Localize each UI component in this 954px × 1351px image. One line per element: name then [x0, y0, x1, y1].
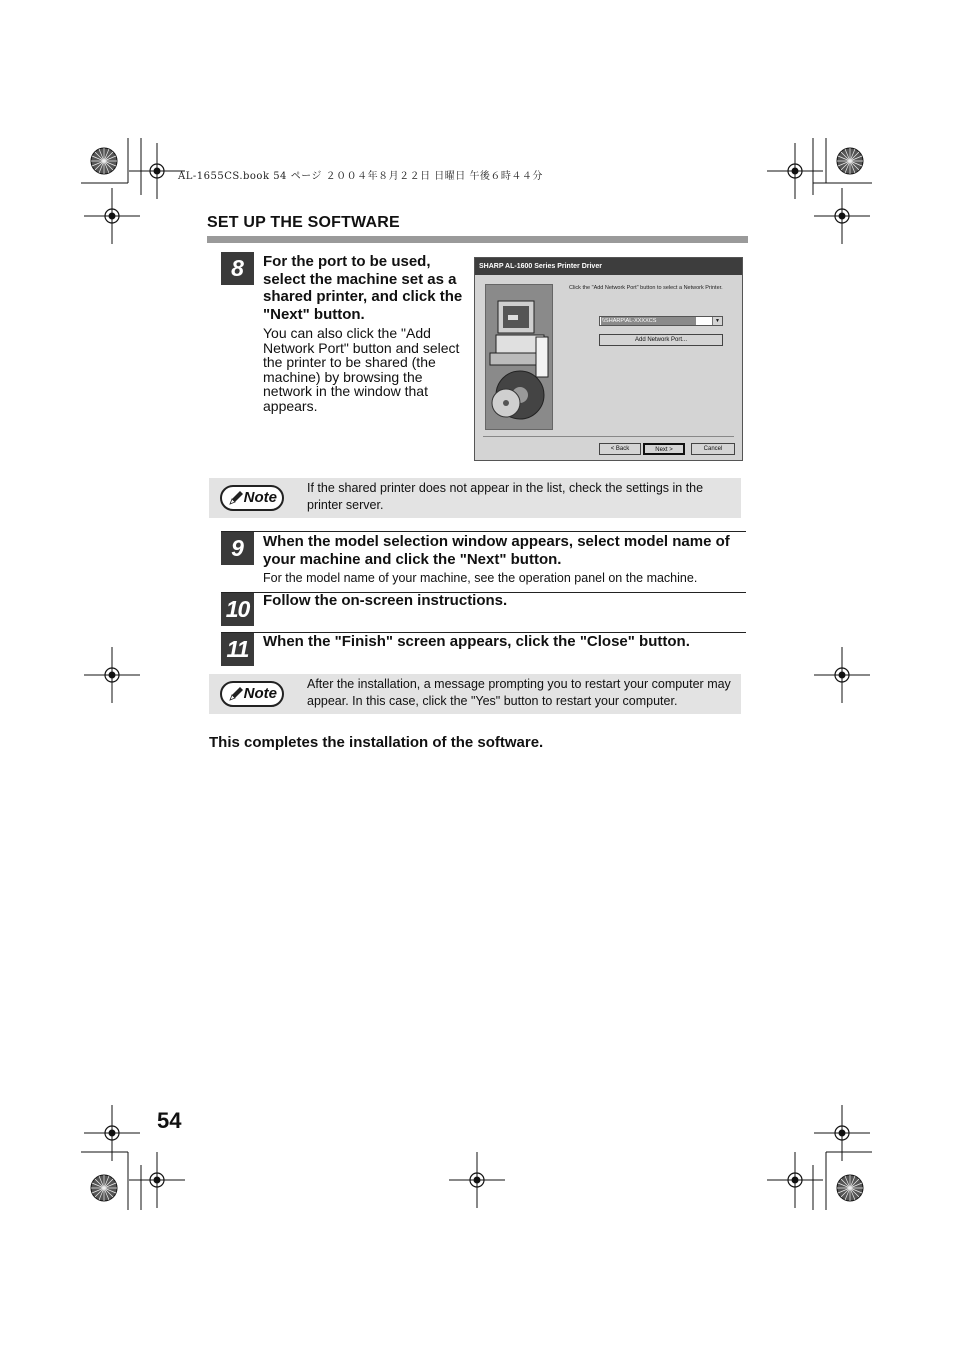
- section-title-bar: [207, 236, 748, 243]
- dialog-separator: [483, 436, 734, 437]
- step-9-instruction: When the model selection window appears, select model name of your machine and click the "Next" button.: [263, 533, 730, 568]
- step-9-detail: For the model name of your machine, see the operation panel on the machine.: [263, 571, 698, 585]
- computer-illustration-icon: [485, 284, 553, 430]
- back-button[interactable]: < Back: [599, 443, 641, 455]
- completion-message: This completes the installation of the software.: [209, 734, 544, 751]
- step-8-instruction: For the port to be used, select the machine set as a shared printer, and click the "Next" button.: [263, 253, 463, 323]
- network-port-select[interactable]: [599, 316, 723, 326]
- note-box: [209, 674, 741, 714]
- step-number-11: 11: [221, 633, 254, 666]
- note-badge: [220, 681, 284, 707]
- chevron-down-icon[interactable]: ▼: [712, 317, 722, 325]
- step-divider: [221, 531, 746, 532]
- step-number-8: 8: [221, 252, 254, 285]
- dialog-title: SHARP AL-1600 Series Printer Driver: [475, 258, 742, 275]
- network-port-selected: \\SHARP\AL-XXXXCS: [601, 317, 696, 325]
- dialog-instruction: Click the "Add Network Port" button to select a Network Printer.: [569, 285, 723, 291]
- note-text: After the installation, a message prompting you to restart your computer may appear. In this case, click the "Yes" button to restart your computer.: [307, 677, 731, 708]
- note-badge: [220, 485, 284, 511]
- note-label: Note: [243, 685, 277, 702]
- next-button[interactable]: Next >: [643, 443, 685, 455]
- step-number-9: 9: [221, 532, 254, 565]
- step-8-detail: You can also click the "Add Network Port" button and select the printer to be shared (the machine) by browsing the network in the window that appears.: [263, 325, 460, 414]
- cancel-button[interactable]: Cancel: [691, 443, 735, 455]
- page-number: 54: [157, 1108, 182, 1133]
- note-label: Note: [243, 489, 277, 506]
- add-network-port-button[interactable]: Add Network Port...: [599, 334, 723, 346]
- pencil-icon: [228, 490, 244, 506]
- step-11-instruction: When the "Finish" screen appears, click the "Close" button.: [263, 633, 690, 650]
- pencil-icon: [228, 686, 244, 702]
- step-10-instruction: Follow the on-screen instructions.: [263, 592, 508, 609]
- book-print-metadata: AL-1655CS.book 54 ページ ２００４年８月２２日 日曜日 午後６時４４分: [178, 171, 543, 182]
- section-title: SET UP THE SOFTWARE: [207, 214, 400, 231]
- note-box: [209, 478, 741, 518]
- printer-driver-dialog: [474, 257, 743, 461]
- step-number-10: 10: [221, 593, 254, 626]
- note-text: If the shared printer does not appear in the list, check the settings in the printer server.: [307, 481, 704, 512]
